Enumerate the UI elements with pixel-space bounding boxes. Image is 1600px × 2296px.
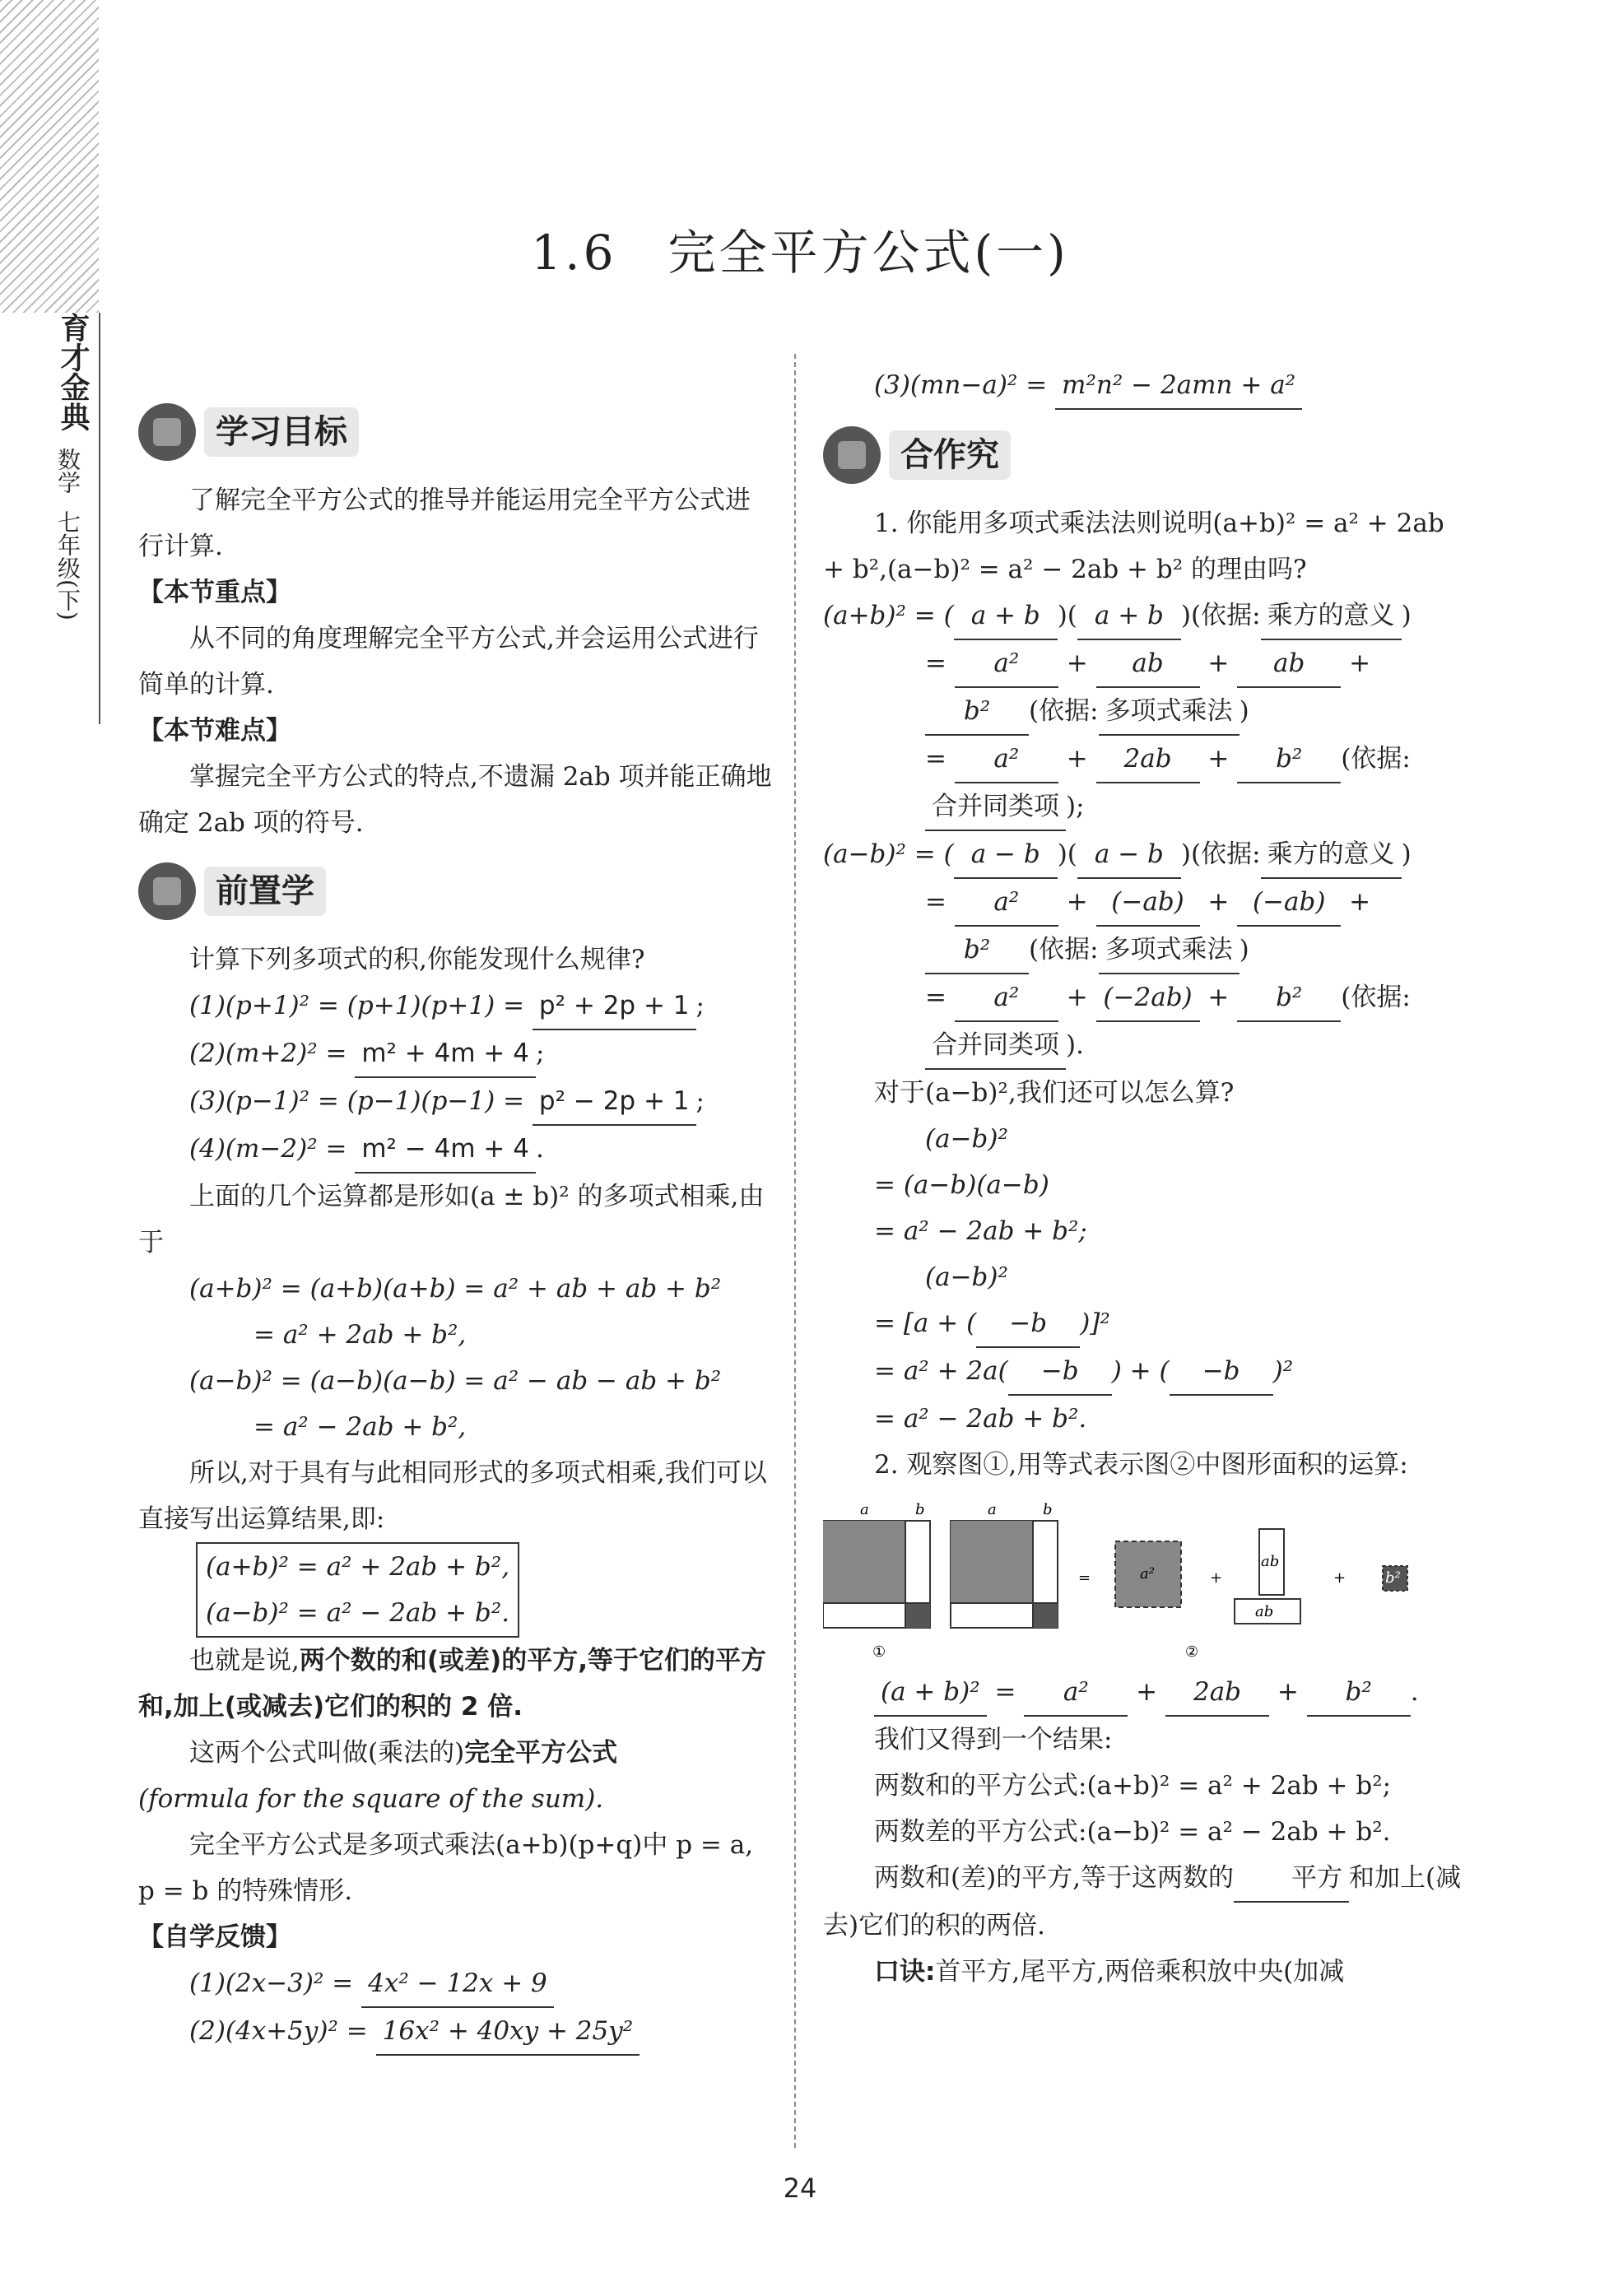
goal-text: 了解完全平方公式的推导并能运用完全平方公式进行计算. (138, 486, 751, 561)
derive-4: = a² − 2ab + b², (253, 1412, 467, 1442)
feedback-1: (1)(2x−3)² = 4x² − 12x + 9 (138, 1960, 772, 2008)
pre-q3: (3)(p−1)² = (p−1)(p−1) = p² − 2p + 1 ; (138, 1078, 772, 1126)
answer-3: p² − 2p + 1 (533, 1078, 696, 1126)
cube-icon (138, 403, 196, 461)
statement: 也就是说,两个数的和(或差)的平方,等于它们的平方和,加上(或减去)它们的积的 2 倍. (138, 1646, 766, 1722)
svg-text:a²: a² (1140, 1565, 1155, 1583)
sum-line-1: (a+b)² = ( a + b )( a + b )(依据: 乘方的意义 ) (823, 593, 1465, 640)
svg-text:b: b (915, 1501, 925, 1518)
book-spine (53, 313, 102, 620)
section-coop-title: 合作究 (889, 430, 1011, 480)
alt-4: (a−b)² (925, 1262, 1008, 1292)
page-number: 24 (783, 2173, 817, 2204)
alt-7: = a² − 2ab + b². (874, 1404, 1087, 1434)
checkmark-icon (138, 862, 196, 920)
right-column (823, 362, 1465, 1995)
figure-icon (823, 426, 881, 484)
observation: 上面的几个运算都是形如(a ± b)² 的多项式相乘,由于 (138, 1182, 765, 1257)
formula-box (196, 1542, 519, 1638)
area-figures (823, 1496, 1465, 1661)
svg-text:b²: b² (1385, 1569, 1401, 1587)
mnemonic: 口诀:首平方,尾平方,两倍乘积放中央(加减 (874, 1957, 1345, 1987)
diff-line-2: = a² + (−ab) + (−ab) + b² (依据: 多项式乘法 ) (823, 879, 1465, 974)
brand-name: 育才金典 (56, 313, 91, 431)
svg-text:b: b (1043, 1501, 1053, 1518)
section-pre-title: 前置学 (204, 867, 326, 916)
pre-q2: (2)(m+2)² = m² + 4m + 4 ; (138, 1030, 772, 1078)
section-pre (138, 854, 772, 928)
pre-intro: 计算下列多项式的积,你能发现什么规律? (189, 945, 645, 974)
svg-text:=: = (1078, 1569, 1091, 1587)
feedback-label: 【自学反馈】 (138, 1922, 291, 1952)
figure-1-square (823, 1501, 930, 1628)
difficulty-label: 【本节难点】 (138, 716, 291, 746)
alt-6: = a² + 2a( −b ) + ( −b )² (823, 1348, 1465, 1396)
pre-q4: (4)(m−2)² = m² − 4m + 4 . (138, 1126, 772, 1174)
answer-2: m² + 4m + 4 (355, 1030, 536, 1078)
page-title: 1.6 完全平方公式(一) (531, 225, 1069, 281)
svg-text:+: + (1210, 1569, 1223, 1587)
formula-diff: (a−b)² = a² − 2ab + b². (206, 1598, 510, 1628)
sum-line-2: = a² + ab + ab + b² (依据: 多项式乘法 ) (823, 640, 1465, 736)
derive-2: = a² + 2ab + b², (253, 1320, 467, 1350)
left-column (138, 387, 772, 2056)
special-case: 完全平方公式是多项式乘法(a+b)(p+q)中 p = a, p = b 的特殊情形. (138, 1830, 754, 1906)
svg-text:①: ① (872, 1643, 886, 1661)
answer-1: p² + 2p + 1 (533, 983, 696, 1030)
difficulty-text: 掌握完全平方公式的特点,不遗漏 2ab 项并能正确地确定 2ab 项的符号. (138, 762, 772, 838)
section-goal (138, 395, 772, 469)
got-result: 我们又得到一个结果: (874, 1725, 1113, 1755)
area-equation: (a + b)² = a² + 2ab + b² . (823, 1669, 1465, 1717)
pre-q5: (3)(mn−a)² = m²n² − 2amn + a² (823, 362, 1465, 410)
alt-5: = [a + ( −b )]² (823, 1300, 1465, 1348)
section-goal-title: 学习目标 (204, 407, 359, 457)
feedback-answer-1: 4x² − 12x + 9 (361, 1960, 554, 2008)
coop-q2: 2. 观察图①,用等式表示图②中图形面积的运算: (874, 1450, 1408, 1480)
answer-4: m² − 4m + 4 (355, 1126, 536, 1174)
feedback-2: (2)(4x+5y)² = 16x² + 40xy + 25y² (138, 2008, 772, 2056)
key-text: 从不同的角度理解完全平方公式,并会运用公式进行简单的计算. (138, 624, 759, 699)
figure-2-square (951, 1501, 1058, 1628)
diff-line-3: = a² + (−2ab) + b² (依据:合并同类项 ). (823, 974, 1465, 1070)
subject-label: 数学 (54, 448, 81, 494)
pre-q1: (1)(p+1)² = (p+1)(p+1) = p² + 2p + 1 ; (138, 983, 772, 1030)
derive-3: (a−b)² = (a−b)(a−b) = a² − ab − ab + b² (189, 1366, 722, 1396)
column-divider (794, 354, 796, 2148)
key-label: 【本节重点】 (138, 578, 291, 607)
formula-sum: (a+b)² = a² + 2ab + b², (206, 1552, 510, 1582)
so-text: 所以,对于具有与此相同形式的多项式相乘,我们可以直接写出运算结果,即: (138, 1458, 767, 1534)
area-diagram (823, 1496, 1465, 1661)
alt-1: (a−b)² (925, 1124, 1008, 1154)
alt-3: = a² − 2ab + b²; (874, 1216, 1087, 1246)
feedback-answer-2: 16x² + 40xy + 25y² (376, 2008, 640, 2056)
alt-2: = (a−b)(a−b) (874, 1170, 1049, 1200)
svg-text:②: ② (1185, 1643, 1199, 1661)
sum-line-3: = a² + 2ab + b² (依据:合并同类项 ); (823, 736, 1465, 831)
svg-text:ab: ab (1255, 1603, 1274, 1620)
alt-question: 对于(a−b)²,我们还可以怎么算? (874, 1078, 1235, 1108)
derive-1: (a+b)² = (a+b)(a+b) = a² + ab + ab + b² (189, 1274, 722, 1304)
diff-formula: 两数差的平方公式:(a−b)² = a² − 2ab + b². (874, 1817, 1391, 1847)
formula-english: (formula for the square of the sum). (138, 1784, 604, 1814)
rule-text: 两数和(差)的平方,等于这两数的 平方 和加上(减去)它们的积的两倍. (823, 1855, 1465, 1949)
svg-text:ab: ab (1261, 1553, 1280, 1570)
formula-name: 这两个公式叫做(乘法的)完全平方公式 (189, 1738, 618, 1768)
svg-text:a: a (988, 1501, 997, 1518)
diff-line-1: (a−b)² = ( a − b )( a − b )(依据: 乘方的意义 ) (823, 831, 1465, 879)
svg-text:+: + (1333, 1569, 1347, 1587)
section-coop (823, 418, 1465, 492)
svg-text:a: a (860, 1501, 869, 1518)
coop-q1: 1. 你能用多项式乘法法则说明(a+b)² = a² + 2ab + b²,(a−b)² = a² − 2ab + b² 的理由吗? (823, 509, 1444, 584)
grade-label: 七年级(下) (54, 510, 81, 620)
answer-5: m²n² − 2amn + a² (1055, 362, 1302, 410)
sum-formula: 两数和的平方公式:(a+b)² = a² + 2ab + b²; (874, 1771, 1392, 1801)
